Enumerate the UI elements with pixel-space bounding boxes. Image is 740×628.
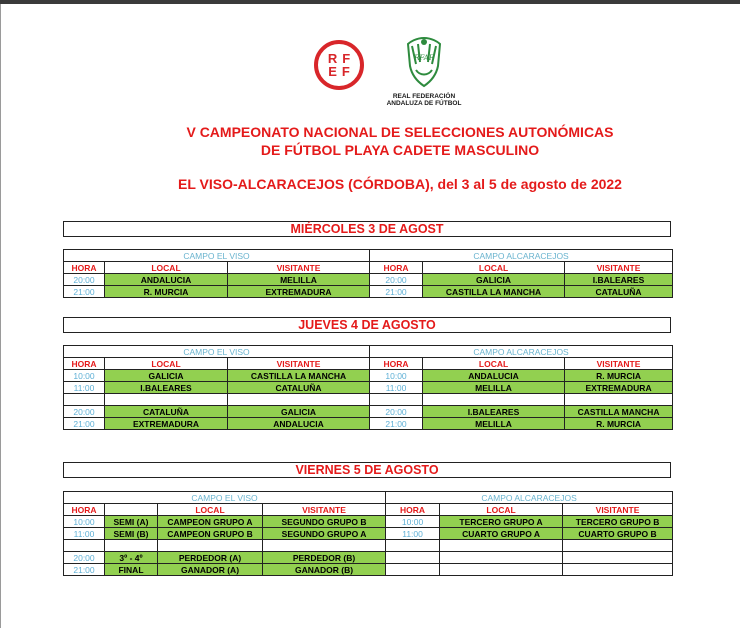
empty-cell (370, 394, 423, 406)
empty-cell (263, 540, 386, 552)
campo-alcaracejos-label: CAMPO ALCARACEJOS (370, 250, 673, 262)
campo-alcaracejos-label: CAMPO ALCARACEJOS (386, 492, 673, 504)
empty-cell (423, 394, 565, 406)
match-time: 11:00 (64, 382, 105, 394)
match-time: 20:00 (370, 274, 423, 286)
match-time: 10:00 (386, 516, 440, 528)
visitor-team: CASTILLA LA MANCHA (228, 370, 370, 382)
visitor-team: R. MURCIA (565, 418, 673, 430)
match-time: 10:00 (64, 516, 105, 528)
match-time: 20:00 (64, 552, 105, 564)
table-spacer-row (64, 394, 673, 406)
empty-cell (440, 540, 563, 552)
rfaf-logo (386, 36, 462, 108)
title-line-3: EL VISO-ALCARACEJOS (CÓRDOBA), del 3 al 5 de agosto de 2022 (178, 176, 622, 192)
visitor-team: I.BALEARES (565, 274, 673, 286)
visitor-team: CASTILLA MANCHA (565, 406, 673, 418)
empty-cell (386, 564, 440, 576)
match-time: 21:00 (64, 418, 105, 430)
local-team: MELILLA (423, 382, 565, 394)
visitor-team: EXTREMADURA (228, 286, 370, 298)
match-time: 10:00 (64, 370, 105, 382)
empty-cell (228, 394, 370, 406)
hora-header: HORA (370, 358, 423, 370)
rfef-logo (314, 40, 364, 90)
visitor-team: SEGUNDO GRUPO B (263, 516, 386, 528)
local-team: CUARTO GRUPO A (440, 528, 563, 540)
local-team: TERCERO GRUPO A (440, 516, 563, 528)
rfef-logo-text-bottom: EF (328, 64, 355, 79)
title-line-1: V CAMPEONATO NACIONAL DE SELECCIONES AUTONÓMICAS (186, 124, 614, 140)
day2-header: JUEVES 4 DE AGOSTO (63, 317, 671, 333)
match-time: 11:00 (386, 528, 440, 540)
empty-cell (158, 540, 263, 552)
day3-table (63, 491, 673, 576)
match-time: 21:00 (64, 564, 105, 576)
local-header: LOCAL (105, 262, 228, 274)
hora-header: HORA (370, 262, 423, 274)
table-row (64, 492, 673, 504)
hora-header: HORA (386, 504, 440, 516)
table-header-row (64, 504, 673, 516)
local-team: EXTREMADURA (105, 418, 228, 430)
hora-header: HORA (64, 358, 105, 370)
round-label: SEMI (B) (105, 528, 158, 540)
local-header: LOCAL (440, 504, 563, 516)
visitante-header: VISITANTE (563, 504, 673, 516)
empty-cell (563, 540, 673, 552)
match-time: 20:00 (64, 274, 105, 286)
rfaf-caption-1: REAL FEDERACIÓN (392, 93, 456, 100)
table-row (64, 370, 673, 382)
match-time: 11:00 (370, 382, 423, 394)
local-header: LOCAL (158, 504, 263, 516)
empty-cell (563, 552, 673, 564)
local-team: ANDALUCIA (423, 370, 565, 382)
day1-table (63, 249, 673, 298)
round-label: SEMI (A) (105, 516, 158, 528)
round-label: FINAL (105, 564, 158, 576)
window-top-bar (0, 0, 740, 4)
match-time: 20:00 (64, 406, 105, 418)
hora-header: HORA (64, 504, 105, 516)
visitor-team: SEGUNDO GRUPO A (263, 528, 386, 540)
match-time: 11:00 (64, 528, 105, 540)
local-team: I.BALEARES (105, 382, 228, 394)
day3-header: VIERNES 5 DE AGOSTO (63, 462, 671, 478)
visitor-team: PERDEDOR (B) (263, 552, 386, 564)
local-team: CATALUÑA (105, 406, 228, 418)
empty-cell (440, 564, 563, 576)
local-header: LOCAL (423, 358, 565, 370)
logo-area (0, 36, 740, 106)
local-team: GALICIA (423, 274, 565, 286)
local-team: I.BALEARES (423, 406, 565, 418)
table-row (64, 528, 673, 540)
empty-cell (440, 552, 563, 564)
rfaf-mark: RFAF (414, 54, 434, 62)
match-time: 21:00 (370, 286, 423, 298)
match-time: 21:00 (64, 286, 105, 298)
table-header-row (64, 358, 673, 370)
visitor-team: GANADOR (B) (263, 564, 386, 576)
visitor-team: CATALUÑA (565, 286, 673, 298)
day2-table (63, 345, 673, 430)
table-row (64, 274, 673, 286)
campo-alcaracejos-label: CAMPO ALCARACEJOS (370, 346, 673, 358)
empty-cell (105, 394, 228, 406)
rfef-logo-text-top: RF (327, 51, 356, 66)
visitante-header: VISITANTE (228, 358, 370, 370)
title-line-2: DE FÚTBOL PLAYA CADETE MASCULINO (260, 142, 540, 158)
round-label: 3º - 4º (105, 552, 158, 564)
match-time: 10:00 (370, 370, 423, 382)
empty-cell (386, 540, 440, 552)
visitor-team: R. MURCIA (565, 370, 673, 382)
visitor-team: GALICIA (228, 406, 370, 418)
rfaf-shield-icon (404, 36, 444, 88)
visitante-header: VISITANTE (565, 358, 673, 370)
visitor-team: ANDALUCIA (228, 418, 370, 430)
campo-viso-label: CAMPO EL VISO (64, 492, 386, 504)
local-team: CASTILLA LA MANCHA (423, 286, 565, 298)
day1-header: MIÉRCOLES 3 DE AGOST (63, 221, 671, 237)
campo-viso-label: CAMPO EL VISO (64, 250, 370, 262)
empty-cell (565, 394, 673, 406)
table-row (64, 564, 673, 576)
table-spacer-row (64, 540, 673, 552)
empty-cell (105, 540, 158, 552)
local-header: LOCAL (423, 262, 565, 274)
visitor-team: CATALUÑA (228, 382, 370, 394)
match-time: 20:00 (370, 406, 423, 418)
campo-viso-label: CAMPO EL VISO (64, 346, 370, 358)
visitante-header: VISITANTE (263, 504, 386, 516)
local-header: LOCAL (105, 358, 228, 370)
table-row (64, 346, 673, 358)
local-team: MELILLA (423, 418, 565, 430)
table-row (64, 552, 673, 564)
table-row (64, 516, 673, 528)
empty-cell (386, 552, 440, 564)
visitante-header: VISITANTE (565, 262, 673, 274)
table-row (64, 418, 673, 430)
local-team: PERDEDOR (A) (158, 552, 263, 564)
local-team: CAMPEON GRUPO B (158, 528, 263, 540)
match-time: 21:00 (370, 418, 423, 430)
table-row (64, 406, 673, 418)
round-header (105, 504, 158, 516)
rfaf-caption-2: ANDALUZA DE FÚTBOL (386, 100, 462, 107)
hora-header: HORA (64, 262, 105, 274)
table-header-row (64, 262, 673, 274)
table-row (64, 382, 673, 394)
local-team: CAMPEON GRUPO A (158, 516, 263, 528)
visitor-team: MELILLA (228, 274, 370, 286)
table-row (64, 250, 673, 262)
empty-cell (64, 540, 105, 552)
local-team: ANDALUCIA (105, 274, 228, 286)
local-team: R. MURCIA (105, 286, 228, 298)
local-team: GANADOR (A) (158, 564, 263, 576)
visitante-header: VISITANTE (228, 262, 370, 274)
empty-cell (563, 564, 673, 576)
visitor-team: TERCERO GRUPO B (563, 516, 673, 528)
local-team: GALICIA (105, 370, 228, 382)
table-row (64, 286, 673, 298)
visitor-team: EXTREMADURA (565, 382, 673, 394)
visitor-team: CUARTO GRUPO B (563, 528, 673, 540)
empty-cell (64, 394, 105, 406)
